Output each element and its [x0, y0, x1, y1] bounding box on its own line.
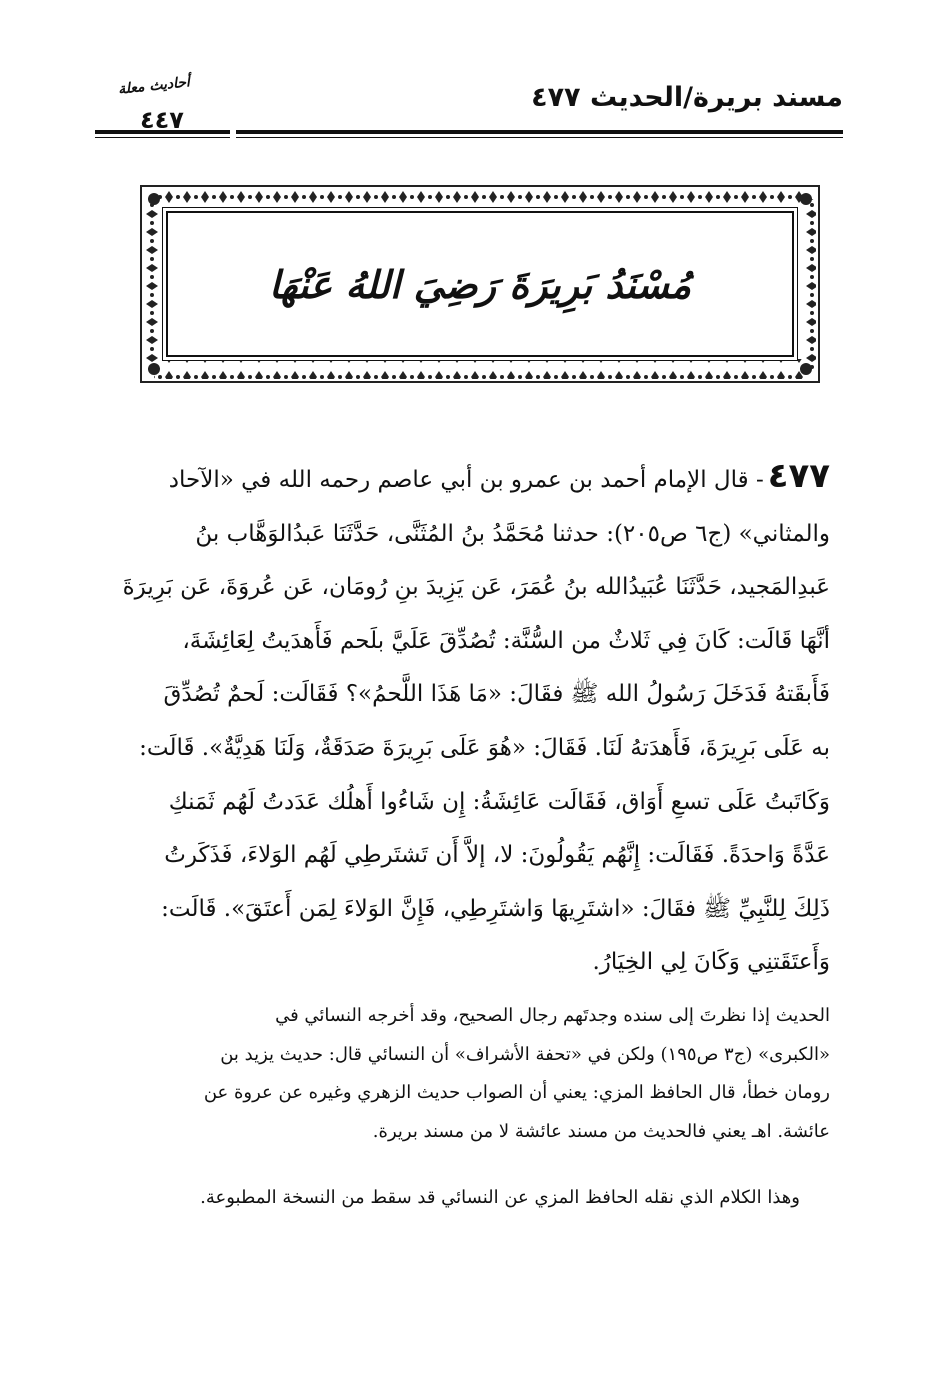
commentary-line: رومان خطأ، قال الحافظ المزي: يعني أن الصواب حديث الزهري وغيره عن عروة عن — [203, 1082, 830, 1103]
section-title: مُسْنَدُ بَرِيرَةَ رَضِيَ اللهُ عَنْهَا — [268, 261, 692, 307]
hadith-text — [118, 450, 830, 990]
hadith-line: به عَلَى بَرِيرَةَ، فَأَهدَتهُ لَنَا. فَقَالَ: «هُوَ عَلَى بَرِيرَةَ صَدَقَةٌ، وَلَنَا هَدِيَّةٌ». قَالَت: — [139, 734, 830, 761]
commentary-text — [118, 997, 830, 1151]
hadith-line: وَأَعتَقَتنِي وَكَانَ لِي الخِيَارُ. — [592, 949, 830, 976]
commentary-line: عائشة. اهـ يعني فالحديث من مسند عائشة لا من مسند بريرة. — [372, 1120, 830, 1142]
hadith-line: وَكَاتَبتُ عَلَى تسعِ أَوَاق، فَقَالَت عَائِشَةُ: إِن شَاءُوا أَهلُك عَدَدتُ لَهُم ثَمَنكِ — [168, 788, 830, 815]
hadith-line: عَدَّةً وَاحدَةً. فَقَالَت: إِنَّهُم يَقُولُونَ: لا، إلاَّ أَن تَشتَرطِي لَهُم الوَلاءَ، فَذَكَرتُ — [164, 842, 830, 869]
hadith-line: فَأَبقَتهُ فَدَخَلَ رَسُولُ الله ﷺ فقَالَ: «مَا هَذَا اللَّحمُ»؟ فَقَالَت: لَحمٌ تُصُدِّقَ — [163, 681, 830, 708]
header-rule-gap — [230, 124, 236, 142]
section-title-box — [166, 211, 794, 357]
hadith-line: عَبدِالمَجيد، حَدَّثَنَا عُبَيدُالله بنُ عُمَرَ، عَن يَزِيدَ بنِ رُومَان، عَن عُروَةَ، عَن بَرِيرَةَ — [122, 574, 830, 601]
hadith-line — [118, 450, 830, 508]
header-rule-thin — [95, 137, 843, 138]
commentary-closing: وهذا الكلام الذي نقله الحافظ المزي عن النسائي قد سقط من النسخة المطبوعة. — [200, 1187, 800, 1208]
hadith-line: ذَلِكَ لِلنَّبِيِّ ﷺ فقَالَ: «اشتَرِيهَا وَاشتَرِطِي، فَإِنَّ الوَلاءَ لِمَن أَعتَقَ». قَالَت: — [161, 895, 830, 922]
commentary-line: «الكبرى» (ج٣ ص١٩٥) ولكن في «تحفة الأشراف» أن النسائي قال: حديث يزيد بن — [220, 1043, 830, 1065]
header-rule — [95, 130, 843, 134]
hadith-line: والمثاني» (ج٦ ص٢٠٥): حدثنا مُحَمَّدُ بنُ المُثَنَّى، حَدَّثَنَا عَبدُالوَهَّاب بنُ — [195, 520, 830, 547]
commentary-line: الحديث إذا نظرتَ إلى سنده وجدتَهم رجال الصحيح، وقد أخرجه النسائي في — [275, 1005, 830, 1026]
section-title-frame — [140, 185, 820, 383]
page-number: ٤٤٧ — [140, 106, 184, 134]
hadith-line: أنَّهَا قَالَت: كَانَ فِي ثَلاثٌ من السُّنَّة: تُصُدِّقَ عَلَيَّ بلَحم فَأَهدَيتُ لِعَائِشَةَ، — [182, 627, 830, 654]
hadith-line-text: - قال الإمام أحمد بن عمرو بن أبي عاصم رحمه الله في «الآحاد — [168, 467, 764, 493]
hadith-number: ٤٧٧ — [767, 456, 830, 496]
handwritten-header-note: أحاديث معلة — [117, 74, 191, 98]
running-header-title: مسند بريرة/الحديث ٤٧٧ — [531, 82, 843, 113]
